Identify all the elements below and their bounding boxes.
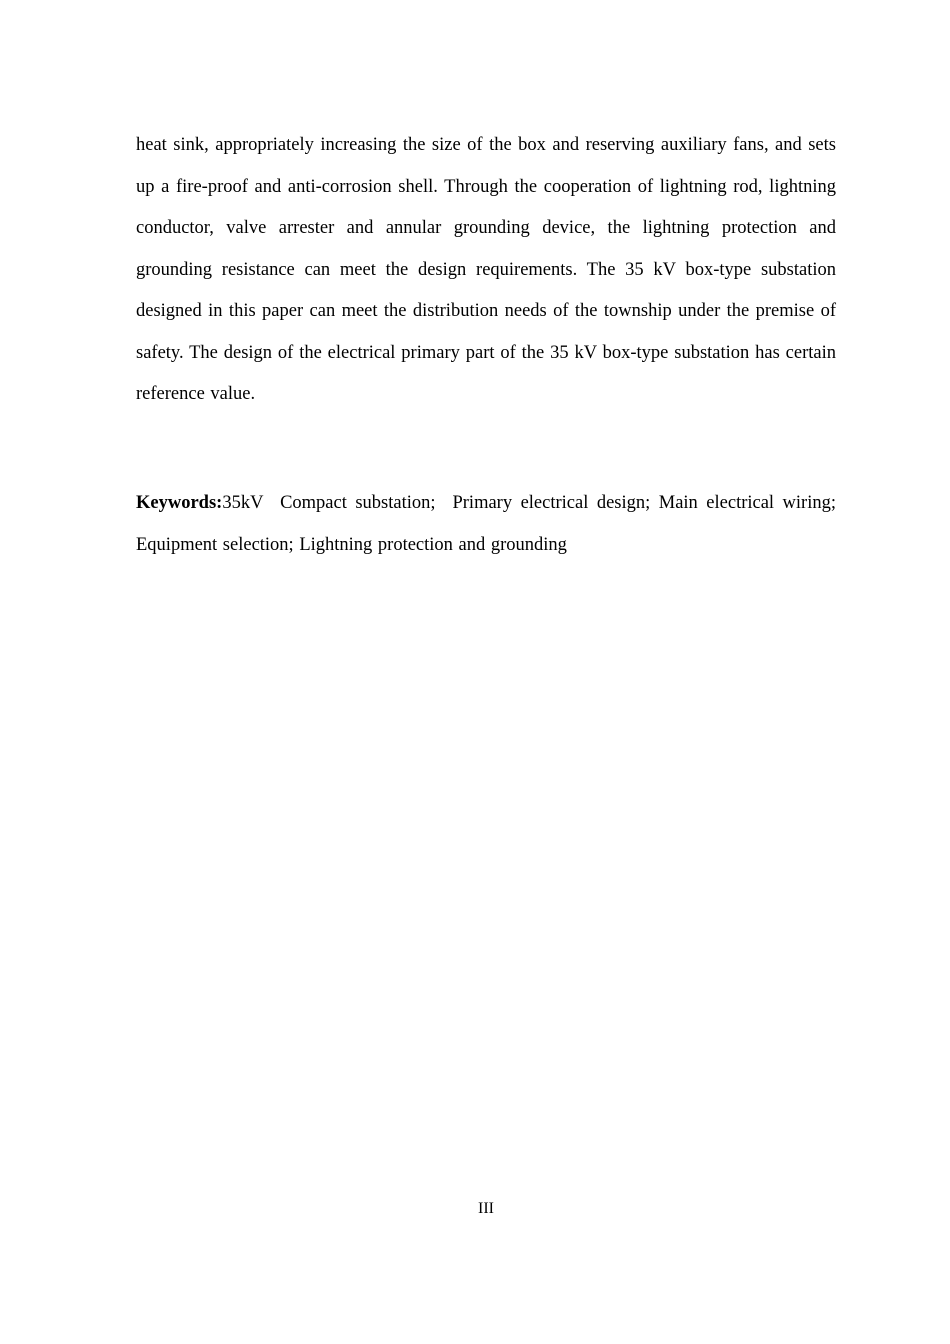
- keywords-label: Keywords:: [136, 493, 223, 513]
- keywords-text: 35kV Compact substation; Primary electrical design; Main electrical wiring; Equipment selection; Lightning protection and grounding: [136, 493, 842, 555]
- page-number: III: [478, 1200, 494, 1217]
- keywords-section: [136, 483, 842, 566]
- abstract-paragraph: heat sink, appropriately increasing the size of the box and reserving auxiliary fans, and sets up a fire-proof and anti-corrosion shell. Through the cooperation of lightning rod, lightning conductor, valve arrester and annular grounding device, the lightning protection and grounding resistance can meet the design requirements. The 35 kV box-type substation designed in this paper can meet the distribution needs of the township under the premise of safety. The design of the electrical primary part of the 35 kV box-type substation has certain reference value.: [136, 135, 836, 404]
